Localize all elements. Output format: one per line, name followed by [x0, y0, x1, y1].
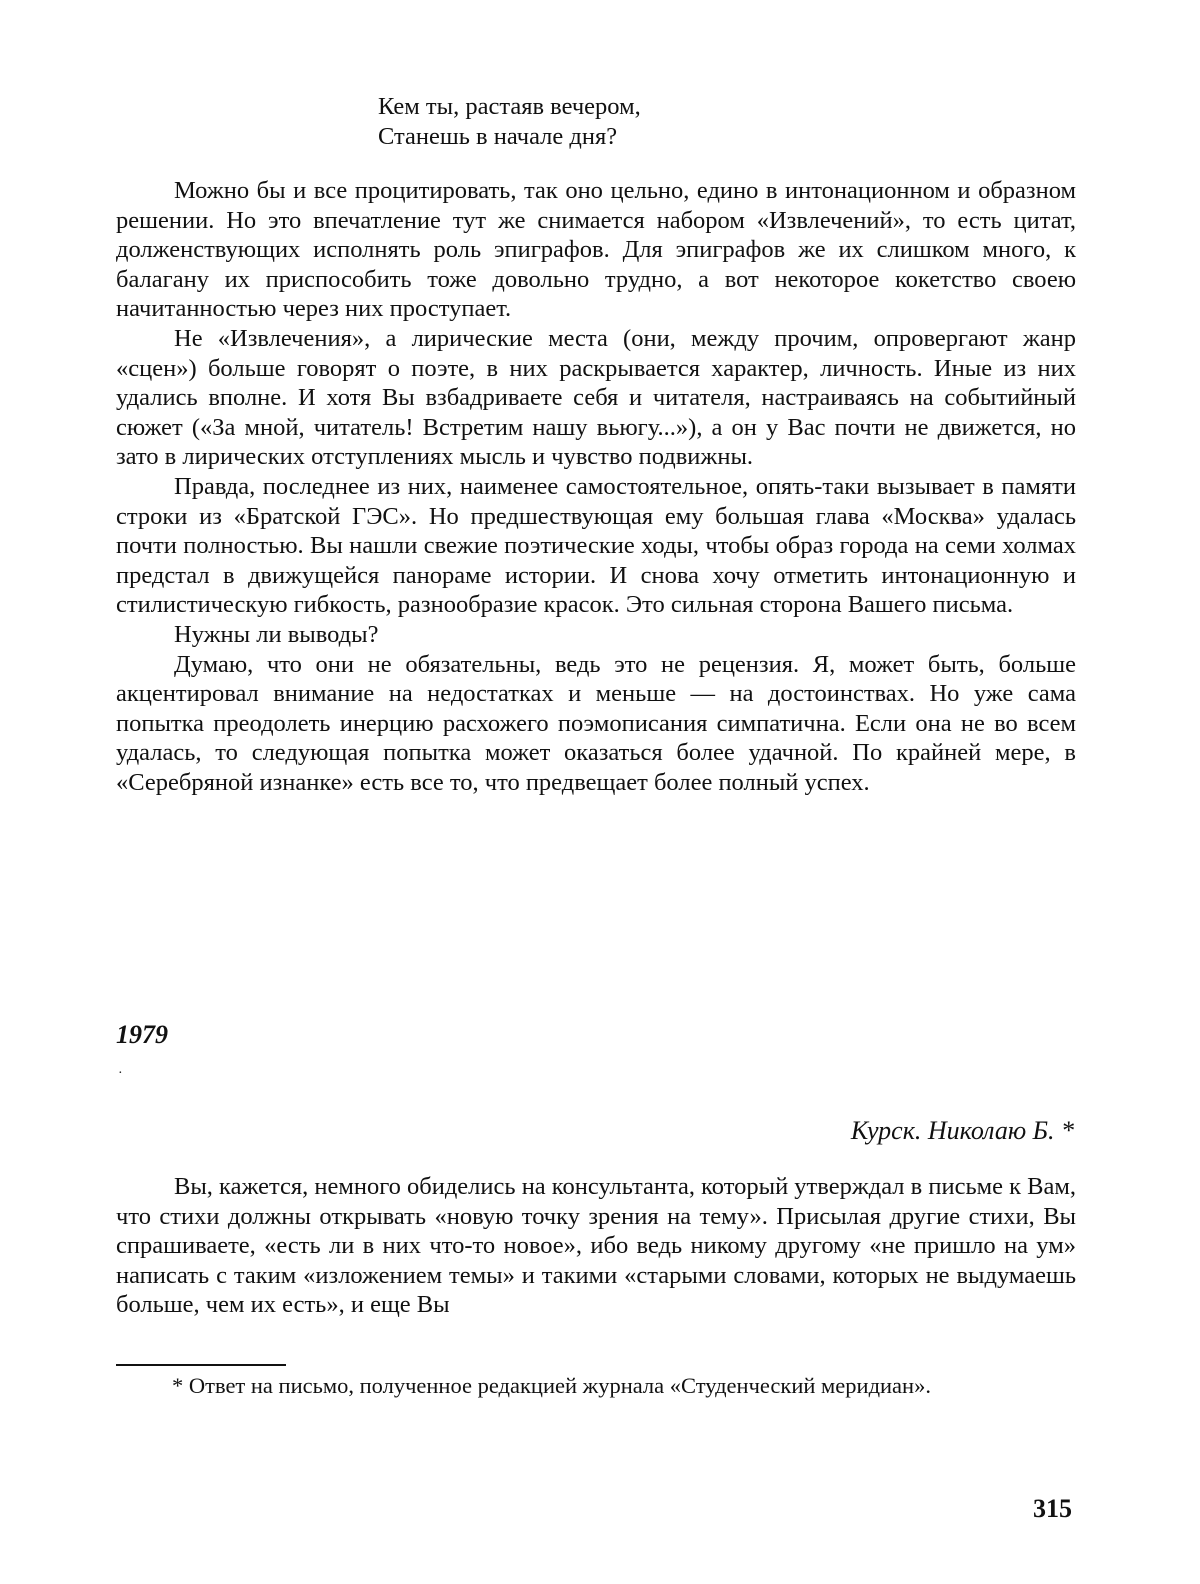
poem-quote: [378, 92, 641, 152]
letter-addressee: Курск. Николаю Б. *: [851, 1116, 1074, 1146]
footnote-text: * Ответ на письмо, полученное редакцией журнала «Студенческий меридиан».: [116, 1372, 1076, 1400]
body-text: [116, 176, 1076, 797]
paragraph: Вы, кажется, немного обиделись на консультанта, который утверждал в письме к Вам, что стихи должны открывать «новую точку зрения на тему». Присылая другие стихи, Вы спрашиваете, «есть ли в них что-то новое», ибо ведь никому другому «не пришло на ум» написать с таким «изложением темы» и такими «старыми словами, которых не выдумаешь больше, чем их есть», и еще Вы: [116, 1172, 1076, 1320]
print-speck: ·: [118, 1066, 123, 1082]
page-number: 315: [1033, 1494, 1072, 1524]
footnote: [116, 1372, 1076, 1400]
book-page: [0, 0, 1200, 1584]
footnote-divider: [116, 1364, 286, 1366]
paragraph: Думаю, что они не обязательны, ведь это не рецензия. Я, может быть, больше акцентировал внимание на недостатках и меньше — на достоинствах. Но уже сама попытка преодолеть инерцию расхожего поэмописания симпатична. Если она не во всем удалась, то следующая попытка может оказаться более удачной. По крайней мере, в «Серебряной изнанке» есть все то, что предвещает более полный успех.: [116, 650, 1076, 798]
poem-line: Кем ты, растаяв вечером,: [378, 92, 641, 122]
section-date: 1979: [116, 1020, 168, 1050]
letter-body: [116, 1172, 1076, 1320]
paragraph: Можно бы и все процитировать, так оно цельно, едино в интонационном и образном решении. Но это впечатление тут же снимается набором «Извлечений», то есть цитат, долженствующих исполнять роль эпиграфов. Для эпиграфов же их слишком много, к балагану их приспособить тоже довольно трудно, а вот некоторое кокетство своею начитанностью через них проступает.: [116, 176, 1076, 324]
paragraph: Правда, последнее из них, наименее самостоятельное, опять-таки вызывает в памяти строки из «Братской ГЭС». Но предшествующая ему большая глава «Москва» удалась почти полностью. Вы нашли свежие поэтические ходы, чтобы образ города на семи холмах предстал в движущейся панораме истории. И снова хочу отметить интонационную и стилистическую гибкость, разнообразие красок. Это сильная сторона Вашего письма.: [116, 472, 1076, 620]
poem-line: Станешь в начале дня?: [378, 122, 641, 152]
paragraph: Не «Извлечения», а лирические места (они, между прочим, опровергают жанр «сцен») больше говорят о поэте, в них раскрывается характер, личность. Иные из них удались вполне. И хотя Вы взбадриваете себя и читателя, настраиваясь на событийный сюжет («За мной, читатель! Встретим нашу вьюгу...»), а он у Вас почти не движется, но зато в лирических отступлениях мысль и чувство подвижны.: [116, 324, 1076, 472]
paragraph: Нужны ли выводы?: [116, 620, 1076, 650]
